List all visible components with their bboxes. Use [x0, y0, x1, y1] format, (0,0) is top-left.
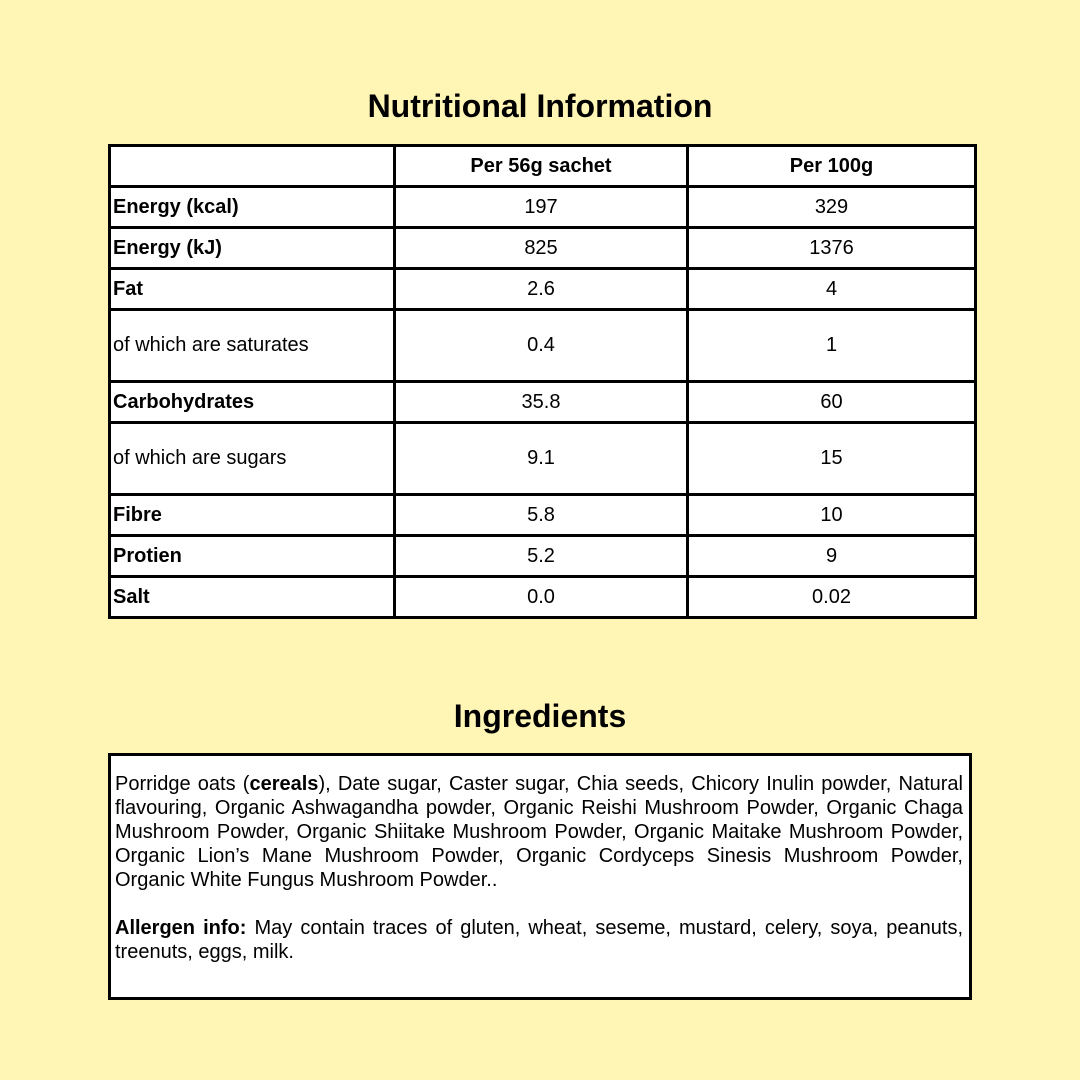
table-row	[110, 187, 976, 228]
ingredients-list-rest: ), Date sugar, Caster sugar, Chia seeds, Chicory Inulin powder, Natural flavouring, Organic Ashwagandha powder, Organic Reishi Mushroom Powder, Organic Chaga Mushroom Powder, Organic Shiitake Mushroom Powder, Organic Maitake Mushroom Powder, Organic Lion’s Mane Mushroom Powder, Organic Cordyceps Sinesis Mushroom Powder, Organic White Fungus Mushroom Powder..	[115, 773, 963, 891]
row-per-100g: 1376	[688, 228, 976, 269]
table-header-row	[110, 146, 976, 187]
allergen-label: Allergen info:	[115, 917, 247, 939]
header-per-100g: Per 100g	[688, 146, 976, 187]
row-label: Fibre	[110, 495, 395, 536]
row-per-sachet: 5.2	[395, 536, 688, 577]
row-per-sachet: 9.1	[395, 423, 688, 495]
ingredients-box	[108, 753, 972, 1000]
ingredients-list-bold: cereals	[249, 773, 319, 795]
table-row	[110, 495, 976, 536]
row-per-100g: 329	[688, 187, 976, 228]
row-per-100g: 60	[688, 382, 976, 423]
ingredients-list	[115, 772, 963, 892]
table-row	[110, 423, 976, 495]
row-label: Protien	[110, 536, 395, 577]
ingredients-title: Ingredients	[453, 698, 627, 734]
row-per-100g: 0.02	[688, 577, 976, 618]
row-per-100g: 9	[688, 536, 976, 577]
row-label: Energy (kcal)	[110, 187, 395, 228]
table-row	[110, 310, 976, 382]
row-label: Carbohydrates	[110, 382, 395, 423]
row-per-sachet: 0.4	[395, 310, 688, 382]
row-per-100g: 10	[688, 495, 976, 536]
header-empty	[110, 146, 395, 187]
row-per-sachet: 5.8	[395, 495, 688, 536]
row-per-100g: 4	[688, 269, 976, 310]
allergen-info	[115, 916, 963, 964]
row-per-sachet: 2.6	[395, 269, 688, 310]
row-per-100g: 15	[688, 423, 976, 495]
row-per-sachet: 197	[395, 187, 688, 228]
row-per-sachet: 825	[395, 228, 688, 269]
table-row	[110, 228, 976, 269]
table-row	[110, 269, 976, 310]
header-per-sachet: Per 56g sachet	[395, 146, 688, 187]
table-row	[110, 577, 976, 618]
table-row	[110, 536, 976, 577]
nutrition-table	[108, 144, 977, 619]
row-label: of which are saturates	[110, 310, 395, 382]
row-label: Energy (kJ)	[110, 228, 395, 269]
row-per-sachet: 35.8	[395, 382, 688, 423]
row-per-sachet: 0.0	[395, 577, 688, 618]
nutrition-title: Nutritional Information	[367, 88, 713, 124]
table-row	[110, 382, 976, 423]
row-label: of which are sugars	[110, 423, 395, 495]
ingredients-list-prefix: Porridge oats (	[115, 773, 250, 795]
allergen-text: May contain traces of gluten, wheat, seseme, mustard, celery, soya, peanuts, treenuts, eggs, milk.	[115, 917, 964, 963]
row-label: Salt	[110, 577, 395, 618]
row-label: Fat	[110, 269, 395, 310]
row-per-100g: 1	[688, 310, 976, 382]
